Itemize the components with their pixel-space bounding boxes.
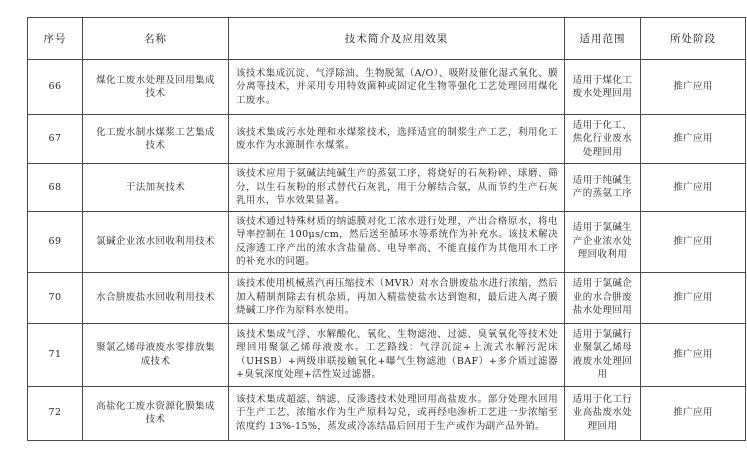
- cell-name: 干法加灰技术: [83, 164, 229, 212]
- cell-no: 71: [28, 323, 83, 386]
- cell-scope: 适用于氯碱行业聚氯乙烯母液废水处理回用: [565, 323, 641, 386]
- cell-name: 化工废水制水煤浆工艺集成技术: [83, 115, 229, 164]
- technology-table: [27, 17, 746, 441]
- cell-desc: 该技术集成沉淀、气浮除油、生物脱氮（A/O）、吸附及催化湿式氧化、膜分离等技术，并采用专用特效菌种或固定化生物等强化工艺处理回用煤化工废水。: [229, 60, 565, 115]
- cell-scope: 适用于煤化工废水处理回用: [565, 60, 641, 115]
- cell-desc: 该技术集成污水处理和水煤浆技术，选择适宜的制浆生产工艺，利用化工废水作为水源制作水煤浆。: [229, 115, 565, 164]
- col-header-scope: 适用范围: [565, 18, 641, 60]
- cell-stage: 推广应用: [641, 323, 746, 386]
- cell-desc: 该技术使用机械蒸汽再压缩技术（MVR）对水合肼废盐水进行浓缩，然后加入精制剂除去有机杂质，再加入精盐使盐水达到饱和，最后进入离子膜烧碱工序作为原料水使用。: [229, 272, 565, 323]
- cell-scope: 适用于化工、焦化行业废水处理回用: [565, 115, 641, 164]
- cell-desc: 该技术通过特殊材质的纳滤膜对化工浓水进行处理，产出合格原水，将电导率控制在 100μs/cm，然后送至循环水等系统作为补充水。该技术解决反渗透工序产出的浓水含盐量高、电导率高、不能直接作为其他用水工序的补充水的问题。: [229, 211, 565, 272]
- col-header-name: 名称: [83, 18, 229, 60]
- cell-scope: 适用于氯碱生产企业浓水处理回收利用: [565, 211, 641, 272]
- cell-scope: 适用于纯碱生产的蒸氨工序: [565, 164, 641, 212]
- table-row: [28, 272, 746, 323]
- table-row: [28, 386, 746, 440]
- table-row: [28, 211, 746, 272]
- col-header-no: 序号: [28, 18, 83, 60]
- cell-desc: 该技术集成超滤、纳滤、反渗透技术处理回用高盐废水。部分处理水回用于生产工艺，浓缩水作为生产原料勾兑，或再经电渗析工艺进一步浓缩至浓度约 13%-15%，蒸发或冷冻结晶后回用于生产或作为副产品外销。: [229, 386, 565, 440]
- col-header-desc: 技术简介及应用效果: [229, 18, 565, 60]
- table-row: [28, 323, 746, 386]
- cell-stage: 推广应用: [641, 272, 746, 323]
- cell-name: 聚氯乙烯母液废水零排放集成技术: [83, 323, 229, 386]
- table-row: [28, 164, 746, 212]
- table-row: [28, 115, 746, 164]
- cell-scope: 适用于氯碱企业的水合肼废盐水处理回用: [565, 272, 641, 323]
- cell-scope: 适用于化工行业高盐废水处理回用: [565, 386, 641, 440]
- cell-stage: 推广应用: [641, 164, 746, 212]
- cell-name: 高盐化工废水资源化膜集成技术: [83, 386, 229, 440]
- cell-no: 70: [28, 272, 83, 323]
- cell-desc: 该技术应用于氨碱法纯碱生产的蒸氨工序，将烧好的石灰粉碎、球磨、筛分，以生石灰粉的形式替代石灰乳，用于分解结合氨，从而节约生产石灰乳用水，节水效果显著。: [229, 164, 565, 212]
- table-header-row: [28, 18, 746, 60]
- cell-stage: 推广应用: [641, 115, 746, 164]
- cell-stage: 推广应用: [641, 211, 746, 272]
- cell-no: 67: [28, 115, 83, 164]
- cell-name: 水合肼废盐水回收利用技术: [83, 272, 229, 323]
- cell-no: 68: [28, 164, 83, 212]
- cell-name: 煤化工废水处理及回用集成技术: [83, 60, 229, 115]
- cell-no: 69: [28, 211, 83, 272]
- cell-name: 氯碱企业浓水回收利用技术: [83, 211, 229, 272]
- cell-stage: 推广应用: [641, 60, 746, 115]
- cell-stage: 推广应用: [641, 386, 746, 440]
- cell-no: 72: [28, 386, 83, 440]
- cell-no: 66: [28, 60, 83, 115]
- table-row: [28, 60, 746, 115]
- col-header-stage: 所处阶段: [641, 18, 746, 60]
- cell-desc: 该技术集成气浮、水解酸化、氧化、生物滤池、过滤、臭氧氧化等技术处理回用聚氯乙烯母液废水。工艺路线：气浮沉淀+上流式水解污泥床（UHSB）+两级串联接触氧化+曝气生物滤池（BAF）+多介质过滤器+臭氧深度处理+活性炭过滤器。: [229, 323, 565, 386]
